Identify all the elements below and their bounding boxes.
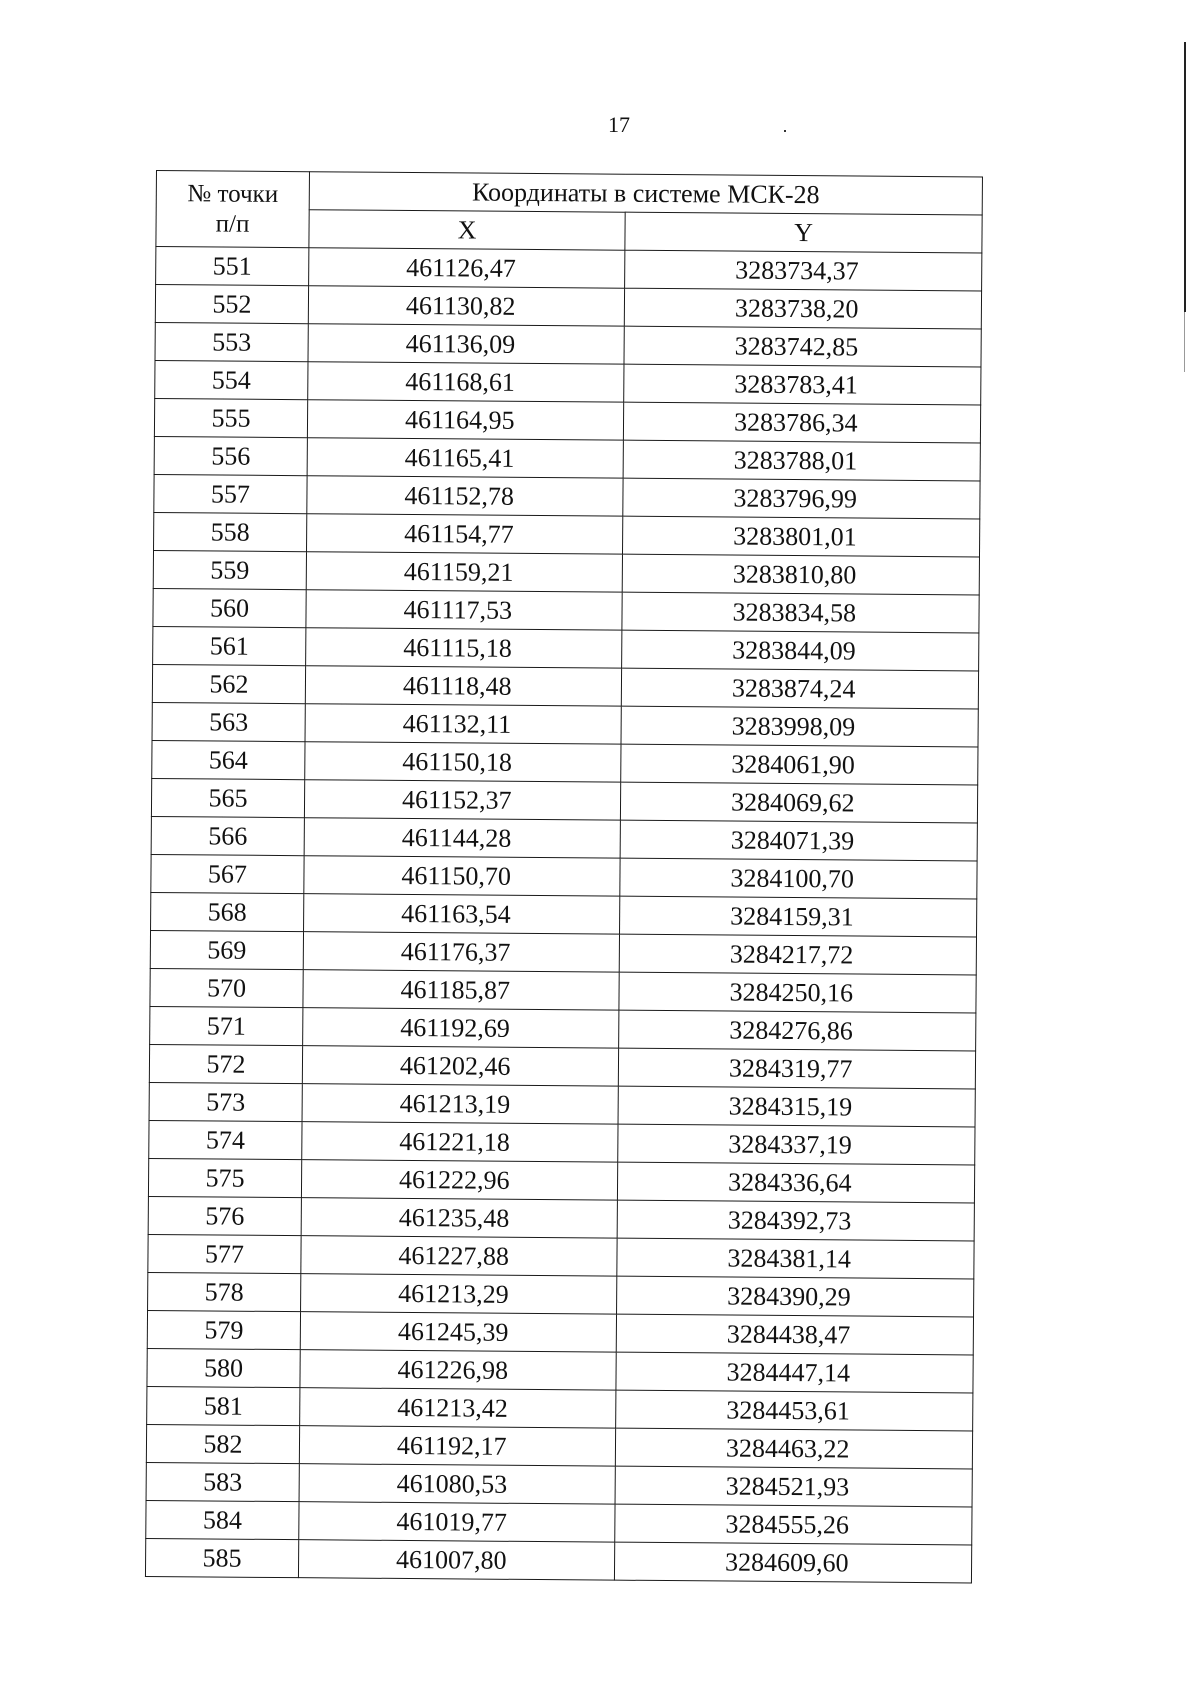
table-row — [149, 1120, 975, 1164]
x-coordinate-cell: 461227,88 — [301, 1236, 617, 1276]
point-number-cell: 577 — [148, 1234, 301, 1273]
y-coordinate-cell: 3283788,01 — [623, 440, 980, 481]
point-number-cell: 569 — [150, 930, 303, 969]
table-row — [156, 247, 982, 291]
point-number-cell: 576 — [148, 1196, 301, 1235]
x-coordinate-cell: 461118,48 — [305, 666, 621, 706]
table-row — [153, 550, 979, 594]
coordinates-group-header: Координаты в системе МСК-28 — [309, 172, 982, 215]
point-number-cell: 574 — [149, 1120, 302, 1159]
table-row — [152, 664, 978, 708]
x-coordinate-cell: 461144,28 — [304, 818, 620, 858]
x-coordinate-cell: 461226,98 — [300, 1350, 616, 1390]
x-coordinate-cell: 461168,61 — [308, 362, 624, 402]
y-coordinate-cell: 3283786,34 — [623, 402, 980, 443]
page-number: 17 — [608, 112, 630, 137]
coordinates-table — [145, 170, 983, 1583]
table-row — [154, 436, 980, 480]
y-coordinate-cell: 3284250,16 — [619, 972, 976, 1013]
table-row — [154, 398, 980, 442]
table-row — [153, 588, 979, 632]
table-row — [148, 1196, 974, 1240]
y-column-header: Y — [625, 212, 982, 253]
point-number-cell: 583 — [146, 1462, 299, 1501]
x-coordinate-cell: 461152,37 — [304, 780, 620, 820]
table-row — [151, 778, 977, 822]
table-row — [150, 1006, 976, 1050]
x-coordinate-cell: 461192,17 — [299, 1426, 615, 1466]
y-coordinate-cell: 3284336,64 — [617, 1162, 974, 1203]
x-coordinate-cell: 461213,42 — [300, 1388, 616, 1428]
y-coordinate-cell: 3284392,73 — [617, 1200, 974, 1241]
y-coordinate-cell: 3283796,99 — [623, 478, 980, 519]
x-coordinate-cell: 461185,87 — [303, 970, 619, 1010]
y-coordinate-cell: 3283874,24 — [621, 668, 978, 709]
point-number-cell: 567 — [151, 854, 304, 893]
x-coordinate-cell: 461117,53 — [306, 590, 622, 630]
header-row-top — [156, 171, 982, 215]
x-coordinate-cell: 461154,77 — [307, 514, 623, 554]
y-coordinate-cell: 3283844,09 — [622, 630, 979, 671]
table-row — [152, 702, 978, 746]
point-number-cell: 553 — [155, 322, 308, 361]
point-number-cell: 557 — [154, 474, 307, 513]
table-row — [148, 1158, 974, 1202]
point-number-cell: 566 — [151, 816, 304, 855]
x-coordinate-cell: 461159,21 — [306, 552, 622, 592]
table-body — [145, 247, 981, 1583]
table-row — [150, 930, 976, 974]
point-number-cell: 571 — [150, 1006, 303, 1045]
y-coordinate-cell: 3284069,62 — [620, 782, 977, 823]
point-number-cell: 562 — [152, 664, 305, 703]
point-number-cell: 575 — [148, 1158, 301, 1197]
y-coordinate-cell: 3284453,61 — [616, 1390, 973, 1431]
point-number-cell: 570 — [150, 968, 303, 1007]
point-number-cell: 572 — [149, 1044, 302, 1083]
point-number-cell: 564 — [152, 740, 305, 779]
y-coordinate-cell: 3283783,41 — [624, 364, 981, 405]
y-coordinate-cell: 3283998,09 — [621, 706, 978, 747]
y-coordinate-cell: 3284100,70 — [620, 858, 977, 899]
table-row — [146, 1500, 972, 1544]
x-coordinate-cell: 461176,37 — [303, 932, 619, 972]
point-number-header-line1: № точки — [187, 179, 279, 208]
table-row — [147, 1386, 973, 1430]
y-coordinate-cell: 3284319,77 — [618, 1048, 975, 1089]
y-coordinate-cell: 3283738,20 — [624, 288, 981, 329]
point-number-cell: 568 — [151, 892, 304, 931]
x-coordinate-cell: 461213,19 — [302, 1084, 618, 1124]
table-row — [147, 1348, 973, 1392]
y-coordinate-cell: 3283801,01 — [622, 516, 979, 557]
table-row — [153, 626, 979, 670]
table-row — [150, 968, 976, 1012]
table-row — [154, 512, 980, 556]
point-number-cell: 579 — [147, 1310, 300, 1349]
table-row — [154, 474, 980, 518]
y-coordinate-cell: 3284337,19 — [618, 1124, 975, 1165]
table-row — [151, 892, 977, 936]
x-coordinate-cell: 461152,78 — [307, 476, 623, 516]
x-coordinate-cell: 461080,53 — [299, 1464, 615, 1504]
point-number-cell: 585 — [145, 1538, 298, 1577]
point-number-header-line2: п/п — [215, 209, 250, 238]
y-coordinate-cell: 3284071,39 — [620, 820, 977, 861]
x-coordinate-cell: 461245,39 — [300, 1312, 616, 1352]
table-row — [149, 1044, 975, 1088]
x-coordinate-cell: 461213,29 — [301, 1274, 617, 1314]
point-number-cell: 565 — [151, 778, 304, 817]
point-number-cell: 560 — [153, 588, 306, 627]
point-number-cell: 581 — [147, 1386, 300, 1425]
point-number-cell: 580 — [147, 1348, 300, 1387]
point-number-cell: 561 — [153, 626, 306, 665]
y-coordinate-cell: 3284381,14 — [617, 1238, 974, 1279]
point-number-cell: 554 — [155, 360, 308, 399]
y-coordinate-cell: 3284276,86 — [619, 1010, 976, 1051]
x-coordinate-cell: 461222,96 — [301, 1160, 617, 1200]
x-coordinate-cell: 461130,82 — [308, 286, 624, 326]
point-number-header — [156, 171, 310, 248]
x-coordinate-cell: 461132,11 — [305, 704, 621, 744]
table-row — [155, 322, 981, 366]
table-row — [148, 1272, 974, 1316]
table-row — [146, 1462, 972, 1506]
x-coordinate-cell: 461019,77 — [299, 1502, 615, 1542]
x-coordinate-cell: 461202,46 — [302, 1046, 618, 1086]
table-row — [152, 740, 978, 784]
x-coordinate-cell: 461136,09 — [308, 324, 624, 364]
table-row — [155, 360, 981, 404]
y-coordinate-cell: 3284390,29 — [617, 1276, 974, 1317]
x-coordinate-cell: 461164,95 — [307, 400, 623, 440]
x-coordinate-cell: 461163,54 — [304, 894, 620, 934]
x-coordinate-cell: 461221,18 — [302, 1122, 618, 1162]
point-number-cell: 578 — [148, 1272, 301, 1311]
y-coordinate-cell: 3283834,58 — [622, 592, 979, 633]
x-coordinate-cell: 461115,18 — [306, 628, 622, 668]
table-header — [156, 171, 983, 253]
point-number-cell: 558 — [154, 512, 307, 551]
y-coordinate-cell: 3284061,90 — [621, 744, 978, 785]
table-row — [146, 1424, 972, 1468]
y-coordinate-cell: 3284447,14 — [616, 1352, 973, 1393]
table-row — [149, 1082, 975, 1126]
y-coordinate-cell: 3283742,85 — [624, 326, 981, 367]
scan-edge-line — [1184, 42, 1186, 312]
point-number-cell: 584 — [146, 1500, 299, 1539]
scan-edge-line-faint — [1184, 312, 1185, 372]
table-row — [147, 1310, 973, 1354]
y-coordinate-cell: 3284159,31 — [620, 896, 977, 937]
y-coordinate-cell: 3284521,93 — [615, 1466, 972, 1507]
y-coordinate-cell: 3284315,19 — [618, 1086, 975, 1127]
table-row — [148, 1234, 974, 1278]
y-coordinate-cell: 3284438,47 — [616, 1314, 973, 1355]
x-coordinate-cell: 461150,70 — [304, 856, 620, 896]
point-number-cell: 563 — [152, 702, 305, 741]
table-row — [151, 816, 977, 860]
y-coordinate-cell: 3284217,72 — [619, 934, 976, 975]
table-row — [155, 285, 981, 329]
scan-speck — [784, 130, 786, 132]
point-number-cell: 555 — [154, 398, 307, 437]
x-coordinate-cell: 461192,69 — [303, 1008, 619, 1048]
y-coordinate-cell: 3284463,22 — [615, 1428, 972, 1469]
x-column-header: X — [309, 210, 625, 250]
point-number-cell: 556 — [154, 436, 307, 475]
table-row — [145, 1538, 971, 1582]
point-number-cell: 559 — [153, 550, 306, 589]
x-coordinate-cell: 461150,18 — [305, 742, 621, 782]
y-coordinate-cell: 3284555,26 — [615, 1504, 972, 1545]
x-coordinate-cell: 461165,41 — [307, 438, 623, 478]
point-number-cell: 552 — [155, 285, 308, 324]
x-coordinate-cell: 461126,47 — [309, 248, 625, 288]
x-coordinate-cell: 461235,48 — [301, 1198, 617, 1238]
y-coordinate-cell: 3284609,60 — [614, 1542, 971, 1583]
point-number-cell: 551 — [156, 247, 309, 286]
y-coordinate-cell: 3283810,80 — [622, 554, 979, 595]
point-number-cell: 582 — [146, 1424, 299, 1463]
x-coordinate-cell: 461007,80 — [298, 1540, 614, 1580]
y-coordinate-cell: 3283734,37 — [625, 250, 982, 291]
point-number-cell: 573 — [149, 1082, 302, 1121]
table-row — [151, 854, 977, 898]
